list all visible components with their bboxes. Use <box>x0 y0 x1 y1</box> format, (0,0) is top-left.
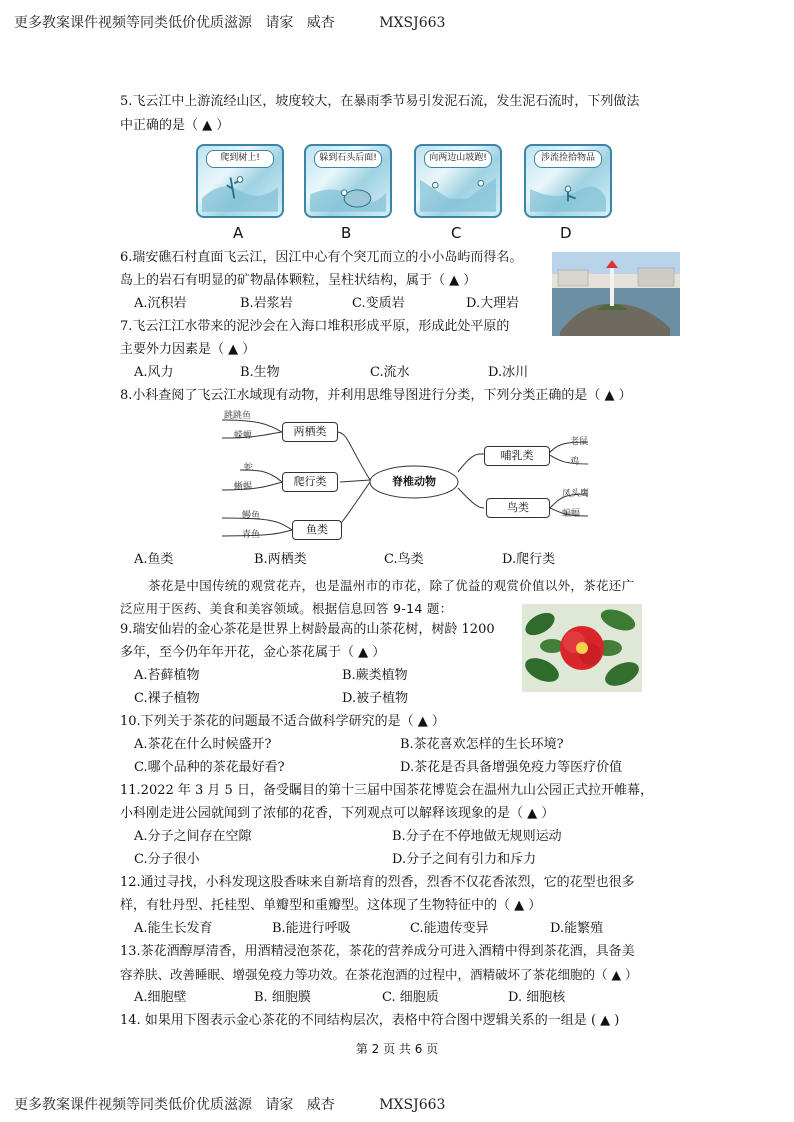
q11-option-d[interactable]: D.分子之间有引力和斥力 <box>392 852 537 867</box>
mindmap-leaf-fish-2: 青鱼 <box>242 530 261 540</box>
q6-option-b[interactable]: B.岩浆岩 <box>240 296 293 311</box>
intro-line1: 茶花是中国传统的观赏花卉，也是温州市的市花，除了优益的观赏价值以外，茶花还广 <box>148 578 635 593</box>
q7-option-d[interactable]: D.冰川 <box>488 365 529 380</box>
q12-option-d[interactable]: D.能繁殖 <box>550 921 604 936</box>
mindmap-leaf-bird-2: 蝙蝠 <box>562 509 581 519</box>
q6-option-a[interactable]: A.沉积岩 <box>134 296 187 311</box>
q12-line1: 12.通过寻找，小科发现这股香味来自新培育的烈香，烈香不仅花香浓烈，它的花型也很多 <box>120 875 635 890</box>
q5-picture-b <box>304 144 392 218</box>
q12-option-c[interactable]: C.能遗传变异 <box>410 921 489 936</box>
mudslide-scene-a <box>202 170 278 212</box>
q10-option-c[interactable]: C.哪个品种的茶花最好看? <box>134 760 285 775</box>
picture-a-caption: 爬到树上! <box>206 150 274 168</box>
q13-line2: 容养肤、改善睡眠、增强免疫力等功效。在茶花泡酒的过程中，酒精破坏了茶花细胞的（ ▲ ） <box>120 967 638 982</box>
q11-line1: 11.2022 年 3 月 5 日，备受瞩目的第十三届中国茶花博览会在温州九山公园正式拉开帷幕， <box>120 783 653 798</box>
mindmap-leaf-bird-1: 凤头鹰 <box>562 489 590 499</box>
q8-option-c[interactable]: C.鸟类 <box>384 552 424 567</box>
camellia-photo-image <box>522 604 642 692</box>
q5-picture-d <box>524 144 612 218</box>
option-d-label: D <box>560 224 572 242</box>
picture-c-caption: 向两边山坡跑! <box>424 150 492 168</box>
mindmap-leaf-reptile-1: 蛇 <box>244 463 254 473</box>
q13-option-c[interactable]: C. 细胞质 <box>382 990 439 1005</box>
mindmap-mammal: 哺乳类 <box>484 446 550 466</box>
mudslide-scene-b <box>310 170 386 212</box>
q5-line1: 5.飞云江中上游流经山区，坡度较大，在暴雨季节易引发泥石流，发生泥石流时，下列做法 <box>120 94 640 109</box>
picture-b-caption: 躲到石头后面! <box>314 150 382 168</box>
q12-option-b[interactable]: B.能进行呼吸 <box>272 921 351 936</box>
q5-picture-a <box>196 144 284 218</box>
island-photo-image <box>552 252 680 336</box>
q5-picture-c <box>414 144 502 218</box>
q8-option-a[interactable]: A.鱼类 <box>134 552 174 567</box>
intro-line2: 泛应用于医药、美食和美容领域。根据信息回答 9-14 题： <box>120 601 453 616</box>
q7-option-b[interactable]: B.生物 <box>240 365 280 380</box>
q6-option-d[interactable]: D.大理岩 <box>466 296 520 311</box>
q12-line2: 样，有牡丹型、托桂型、单瓣型和重瓣型。这体现了生物特征中的（ ▲ ） <box>120 898 542 913</box>
picture-d-caption: 涉流捡拾物品 <box>534 150 602 168</box>
mudslide-scene-d <box>530 170 606 212</box>
q11-option-c[interactable]: C.分子很小 <box>134 852 200 867</box>
option-b-label: B <box>341 224 352 242</box>
q7-option-c[interactable]: C.流水 <box>370 365 410 380</box>
q9-option-a[interactable]: A.苔藓植物 <box>134 668 200 683</box>
q12-option-a[interactable]: A.能生长发育 <box>134 921 213 936</box>
mindmap-center: 脊椎动物 <box>392 475 436 488</box>
q14-line1: 14. 如果用下图表示金心茶花的不同结构层次，表格中符合图中逻辑关系的一组是 ( ▲ ) <box>120 1013 620 1028</box>
mudslide-scene-c <box>420 170 496 212</box>
q7-option-a[interactable]: A.风力 <box>134 365 174 380</box>
q8-line1: 8.小科查阅了飞云江水域现有动物，并利用思维导图进行分类，下列分类正确的是（ ▲ ） <box>120 388 632 403</box>
mindmap-bird: 鸟类 <box>486 498 550 518</box>
q13-line1: 13.茶花酒醇厚清香，用酒精浸泡茶花，茶花的营养成分可进入酒精中得到茶花酒，具备美 <box>120 944 635 959</box>
q9-option-d[interactable]: D.被子植物 <box>342 691 409 706</box>
mindmap-leaf-amphibian-2: 蝾螈 <box>234 431 253 441</box>
bottom-banner: 更多教案课件视频等同类低价优质滋源 请家 威杏 MXSJ663 <box>14 1097 446 1113</box>
mindmap-leaf-mammal-1: 老鼠 <box>570 437 589 447</box>
q10-option-b[interactable]: B.茶花喜欢怎样的生长环境? <box>400 737 564 752</box>
q9-option-c[interactable]: C.裸子植物 <box>134 691 200 706</box>
mindmap-leaf-reptile-2: 蜥蜴 <box>234 482 253 492</box>
mindmap-leaf-amphibian-1: 跳跳鱼 <box>224 411 252 421</box>
q8-option-b[interactable]: B.两栖类 <box>254 552 307 567</box>
option-a-label: A <box>233 224 244 242</box>
q9-line2: 多年，至今仍年年开花，金心茶花属于（ ▲ ） <box>120 645 386 660</box>
q10-line1: 10.下列关于茶花的问题最不适合做科学研究的是（ ▲ ） <box>120 714 445 729</box>
mindmap-reptile: 爬行类 <box>282 472 338 492</box>
q10-option-a[interactable]: A.茶花在什么时候盛开? <box>134 737 272 752</box>
q13-option-b[interactable]: B. 细胞膜 <box>254 990 311 1005</box>
q13-option-d[interactable]: D. 细胞核 <box>508 990 566 1005</box>
q6-line2: 岛上的岩石有明显的矿物晶体颗粒，呈柱状结构，属于（ ▲ ） <box>120 273 477 288</box>
mindmap-fish: 鱼类 <box>292 520 342 540</box>
page-number: 第 2 页 共 6 页 <box>355 1042 439 1056</box>
q5-line2: 中正确的是（ ▲ ） <box>120 118 230 133</box>
q6-line1: 6.瑞安礁石村直面飞云江，因江中心有个突兀而立的小小岛屿而得名。 <box>120 250 523 265</box>
q8-option-d[interactable]: D.爬行类 <box>502 552 556 567</box>
q11-line2: 小科刚走进公园就闻到了浓郁的花香，下列观点可以解释该现象的是（ ▲ ） <box>120 806 555 821</box>
mindmap-leaf-mammal-2: 鸡 <box>570 457 580 467</box>
q9-line1: 9.瑞安仙岩的金心茶花是世界上树龄最高的山茶花树，树龄 1200 <box>120 622 495 637</box>
q9-option-b[interactable]: B.蕨类植物 <box>342 668 408 683</box>
mindmap-amphibian: 两栖类 <box>282 422 338 442</box>
q7-line2: 主要外力因素是（ ▲ ） <box>120 342 256 357</box>
mindmap-leaf-fish-1: 鳗鱼 <box>242 511 261 521</box>
top-banner: 更多教案课件视频等同类低价优质滋源 请家 威杏 MXSJ663 <box>14 15 446 31</box>
q10-option-d[interactable]: D.茶花是否具备增强免疫力等医疗价值 <box>400 760 623 775</box>
q13-option-a[interactable]: A.细胞壁 <box>134 990 187 1005</box>
q11-option-a[interactable]: A.分子之间存在空隙 <box>134 829 252 844</box>
island-photo <box>552 252 680 336</box>
q11-option-b[interactable]: B.分子在不停地做无规则运动 <box>392 829 562 844</box>
camellia-photo <box>522 604 642 692</box>
option-c-label: C <box>451 224 462 242</box>
q7-line1: 7.飞云江江水带来的泥沙会在入海口堆积形成平原，形成此处平原的 <box>120 319 510 334</box>
q6-option-c[interactable]: C.变质岩 <box>352 296 405 311</box>
